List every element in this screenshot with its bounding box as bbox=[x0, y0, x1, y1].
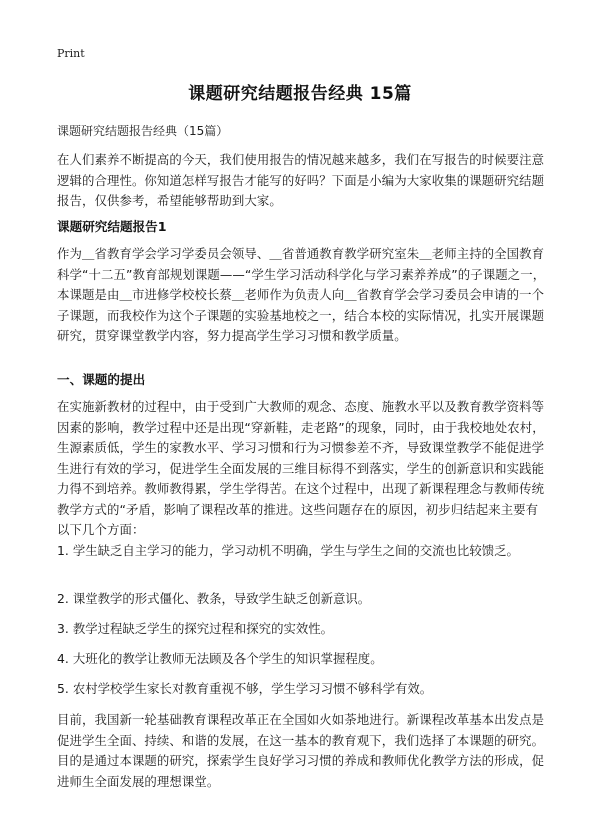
list-item-number: 5. bbox=[57, 681, 69, 696]
heading-problem: 一、课题的提出 bbox=[57, 372, 146, 387]
list-item-number: 4. bbox=[57, 651, 69, 666]
section-title: 课题研究结题报告1 bbox=[57, 219, 167, 234]
problem-paragraph: 在实施新教材的过程中，由于受到广大教师的观念、态度、施教水平以及教育教学资料等因素的影响，教学过程中还是出现“穿新鞋，走老路”的现象，同时，由于我校地处农村，生源素质低，学生的家教水平、学习习惯和行为习惯参差不齐，导致课堂教学不能促进学生进行有效的学习，促进学生全面发展的三维目标得不到落实，学生的创新意识和实践能力得不到培养。教师教得累，学生学得苦。在这个过程中，出现了新课程理念与教师传统教学方式的“矛盾，影响了课程改革的推进。这些问题存在的原因，初步归结起来主要有以下几个方面： bbox=[57, 399, 545, 537]
list-item bbox=[57, 541, 550, 562]
list-item-text: 教学过程缺乏学生的探究过程和探究的实效性。 bbox=[72, 621, 334, 636]
list-item-number: 1. bbox=[57, 543, 69, 558]
document-subtitle: 课题研究结题报告经典（15篇） bbox=[57, 124, 229, 138]
print-label: Print bbox=[57, 47, 85, 60]
list-item-text: 学生缺乏自主学习的能力，学习动机不明确，学生与学生之间的交流也比较馈乏。 bbox=[72, 543, 519, 558]
list-item-text: 大班化的教学让教师无法顾及各个学生的知识掌握程度。 bbox=[72, 651, 383, 666]
list-item bbox=[57, 589, 550, 610]
list-item-number: 2. bbox=[57, 591, 69, 606]
list-item bbox=[57, 649, 550, 670]
goal-paragraph: 目前，我国新一轮基础教育课程改革正在全国如火如荼地进行。新课程改革基本出发点是促进学生全面、持续、和谐的发展，在这一基本的教育观下，我们选择了本课题的研究。目的是通过本课题的研究，探索学生良好学习习惯的养成和教师优化教学方法的形成，促进师生全面发展的理想课堂。 bbox=[57, 712, 545, 789]
intro-paragraph: 在人们素养不断提高的今天，我们使用报告的情况越来越多，我们在写报告的时候要注意逻辑的合理性。你知道怎样写报告才能写的好吗？下面是小编为大家收集的课题研究结题报告，仅供参考，希望能够帮助到大家。 bbox=[57, 152, 545, 208]
document-title: 课题研究结题报告经典 15篇 bbox=[188, 84, 412, 104]
list-item bbox=[57, 619, 550, 640]
list-item-text: 农村学校学生家长对教育重视不够，学生学习习惯不够科学有效。 bbox=[72, 681, 433, 696]
list-item bbox=[57, 679, 550, 700]
list-item-text: 课堂教学的形式僵化、教条，导致学生缺乏创新意识。 bbox=[72, 591, 371, 606]
list-item-number: 3. bbox=[57, 621, 69, 636]
section-paragraph: 作为＿省教育学会学习学委员会领导、＿省普通教育教学研究室朱＿老师主持的全国教育科学“十二五”教育部规划课题——“学生学习活动科学化与学习素养养成”的子课题之一，本课题是由＿市进修学校校长蔡＿老师作为负责人向＿省教育学会学习委员会申请的一个子课题，而我校作为这个子课题的实验基地校之一，结合本校的实际情况，扎实开展课题研究，贯穿课堂教学内容，努力提高学生学习习惯和教学质量。 bbox=[57, 246, 546, 343]
